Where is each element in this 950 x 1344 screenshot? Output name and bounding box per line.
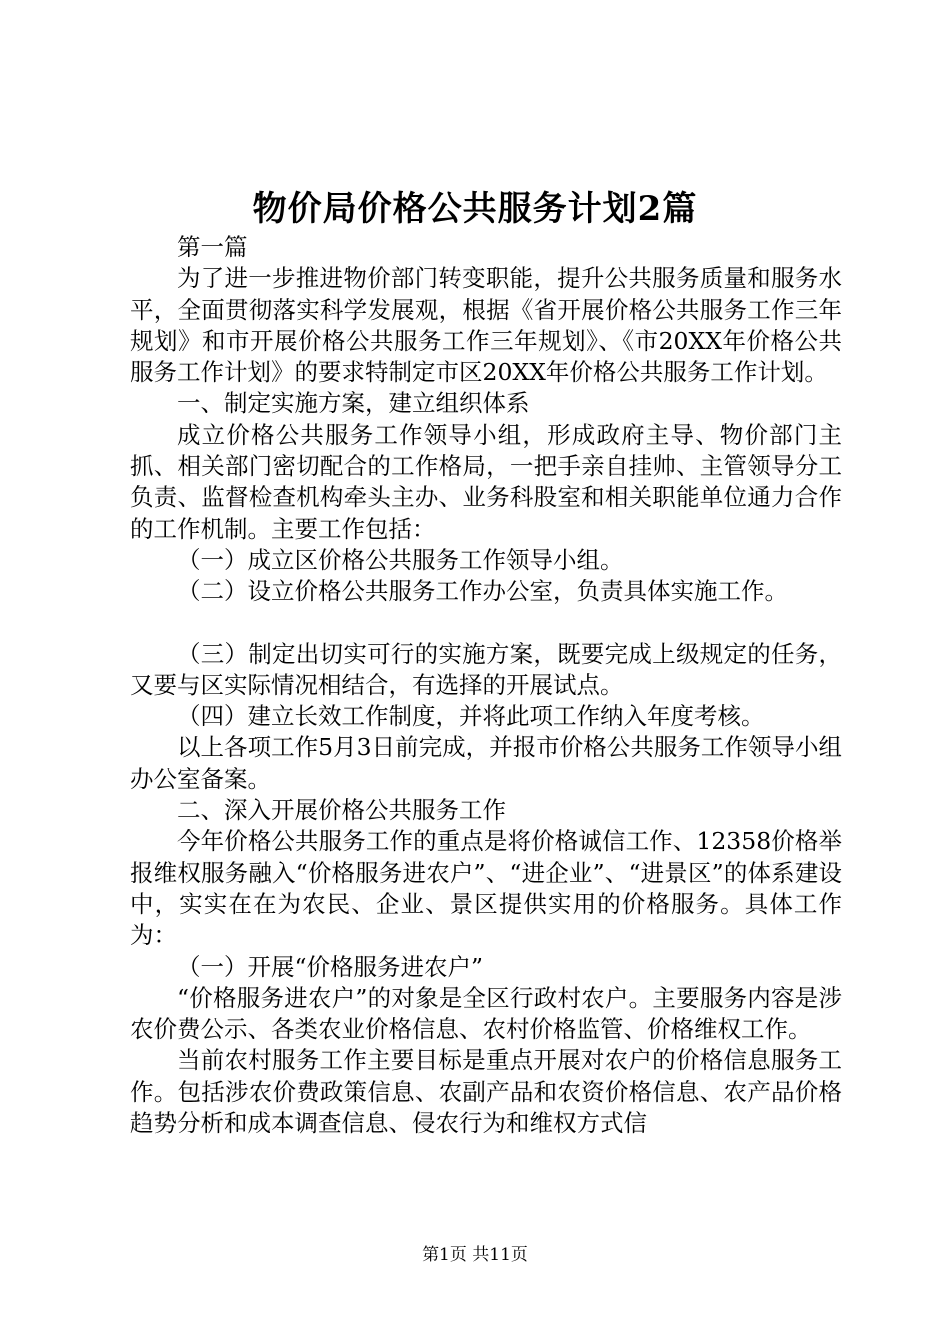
section-heading: 二、深入开展价格公共服务工作 xyxy=(177,796,506,825)
paragraph: 成立价格公共服务工作领导小组，形成政府主导、物价部门主抓、相关部门密切配合的工作格局，一把手亲自挂帅、主管领导分工负责、监督检查机构牵头主办、业务科股室和相关职能单位通力合作的工作机制。主要工作包括： xyxy=(130,420,842,543)
list-item: （四）建立长效工作制度，并将此项工作纳入年度考核。 xyxy=(177,702,765,731)
list-item: （三）制定出切实可行的实施方案，既要完成上级规定的任务，又要与区实际情况相结合，有选择的开展试点。 xyxy=(130,639,842,699)
section-heading: 一、制定实施方案，建立组织体系 xyxy=(177,389,530,418)
document-title: 物价局价格公共服务计划2篇 xyxy=(252,189,698,229)
list-item: （一）开展“价格服务进农户” xyxy=(177,952,484,981)
section-heading: 第一篇 xyxy=(177,233,248,261)
paragraph: “价格服务进农户”的对象是全区行政村农户。主要服务内容是涉农价费公示、各类农业价格信息、农村价格监管、价格维权工作。 xyxy=(130,983,842,1044)
document-body xyxy=(130,232,842,1139)
list-item: （一）成立区价格公共服务工作领导小组。 xyxy=(177,545,624,574)
paragraph: 今年价格公共服务工作的重点是将价格诚信工作、12358价格举报维权服务融入“价格服务进农户”、“进企业”、“进景区”的体系建设中，实实在在为农民、企业、景区提供实用的价格服务。具体工作为： xyxy=(130,827,842,950)
paragraph: 以上各项工作5月3日前完成，并报市价格公共服务工作领导小组办公室备案。 xyxy=(130,733,842,793)
page-number: 第1页 共11页 xyxy=(422,1245,528,1265)
paragraph: 为了进一步推进物价部门转变职能，提升公共服务质量和服务水平，全面贯彻落实科学发展观，根据《省开展价格公共服务工作三年规划》和市开展价格公共服务工作三年规划》、《市20XX年价格公共服务工作计划》的要求特制定市区20XX年价格公共服务工作计划。 xyxy=(130,264,842,387)
paragraph: 当前农村服务工作主要目标是重点开展对农户的价格信息服务工作。包括涉农价费政策信息、农副产品和农资价格信息、农产品价格趋势分析和成本调查信息、侵农行为和维权方式信 xyxy=(130,1046,842,1138)
list-item: （二）设立价格公共服务工作办公室，负责具体实施工作。 xyxy=(177,577,788,606)
